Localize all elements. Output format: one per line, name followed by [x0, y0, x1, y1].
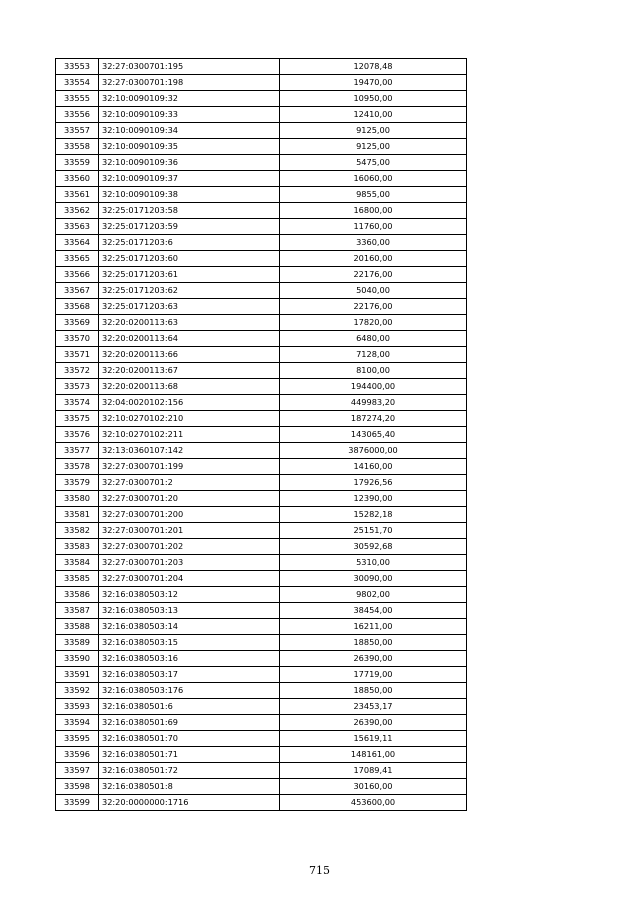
value-cell: 449983,20: [280, 395, 467, 411]
cadastral-number-cell: 32:04:0020102:156: [99, 395, 280, 411]
table-row: [56, 651, 467, 667]
value-cell: 20160,00: [280, 251, 467, 267]
row-number-cell: 33566: [56, 267, 99, 283]
row-number-cell: 33556: [56, 107, 99, 123]
row-number-cell: 33576: [56, 427, 99, 443]
row-number-cell: 33594: [56, 715, 99, 731]
row-number-cell: 33589: [56, 635, 99, 651]
row-number-cell: 33569: [56, 315, 99, 331]
cadastral-number-cell: 32:10:0090109:38: [99, 187, 280, 203]
value-cell: 18850,00: [280, 683, 467, 699]
row-number-cell: 33558: [56, 139, 99, 155]
table-row: [56, 219, 467, 235]
row-number-cell: 33573: [56, 379, 99, 395]
table-row: [56, 715, 467, 731]
cadastral-number-cell: 32:25:0171203:61: [99, 267, 280, 283]
table-row: [56, 667, 467, 683]
row-number-cell: 33562: [56, 203, 99, 219]
table-row: [56, 571, 467, 587]
table-row: [56, 731, 467, 747]
value-cell: 3360,00: [280, 235, 467, 251]
value-cell: 7128,00: [280, 347, 467, 363]
row-number-cell: 33595: [56, 731, 99, 747]
value-cell: 6480,00: [280, 331, 467, 347]
table-row: [56, 107, 467, 123]
table-row: [56, 171, 467, 187]
cadastral-number-cell: 32:20:0200113:68: [99, 379, 280, 395]
cadastral-number-cell: 32:27:0300701:202: [99, 539, 280, 555]
cadastral-number-cell: 32:16:0380503:176: [99, 683, 280, 699]
cadastral-number-cell: 32:16:0380501:70: [99, 731, 280, 747]
table-row: [56, 475, 467, 491]
row-number-cell: 33559: [56, 155, 99, 171]
value-cell: 5040,00: [280, 283, 467, 299]
row-number-cell: 33582: [56, 523, 99, 539]
table-row: [56, 427, 467, 443]
cadastral-number-cell: 32:20:0200113:64: [99, 331, 280, 347]
table-row: [56, 123, 467, 139]
row-number-cell: 33555: [56, 91, 99, 107]
table-row: [56, 235, 467, 251]
value-cell: 9125,00: [280, 139, 467, 155]
value-cell: 187274,20: [280, 411, 467, 427]
value-cell: 17820,00: [280, 315, 467, 331]
cadastral-number-cell: 32:25:0171203:59: [99, 219, 280, 235]
value-cell: 16211,00: [280, 619, 467, 635]
cadastral-number-cell: 32:20:0200113:67: [99, 363, 280, 379]
value-cell: 38454,00: [280, 603, 467, 619]
cadastral-number-cell: 32:10:0090109:35: [99, 139, 280, 155]
table-row: [56, 331, 467, 347]
table-row: [56, 523, 467, 539]
value-cell: 17089,41: [280, 763, 467, 779]
table-row: [56, 587, 467, 603]
row-number-cell: 33587: [56, 603, 99, 619]
row-number-cell: 33590: [56, 651, 99, 667]
row-number-cell: 33584: [56, 555, 99, 571]
value-cell: 17926,56: [280, 475, 467, 491]
value-cell: 3876000,00: [280, 443, 467, 459]
table-row: [56, 411, 467, 427]
cadastral-number-cell: 32:10:0090109:34: [99, 123, 280, 139]
value-cell: 12078,48: [280, 59, 467, 75]
cadastral-number-cell: 32:16:0380503:14: [99, 619, 280, 635]
cadastral-number-cell: 32:10:0270102:210: [99, 411, 280, 427]
cadastral-number-cell: 32:10:0090109:32: [99, 91, 280, 107]
row-number-cell: 33592: [56, 683, 99, 699]
row-number-cell: 33560: [56, 171, 99, 187]
cadastral-number-cell: 32:27:0300701:203: [99, 555, 280, 571]
value-cell: 16800,00: [280, 203, 467, 219]
value-cell: 12390,00: [280, 491, 467, 507]
cadastral-number-cell: 32:10:0090109:33: [99, 107, 280, 123]
cadastral-number-cell: 32:25:0171203:6: [99, 235, 280, 251]
cadastral-number-cell: 32:10:0270102:211: [99, 427, 280, 443]
value-cell: 25151,70: [280, 523, 467, 539]
row-number-cell: 33553: [56, 59, 99, 75]
value-cell: 9802,00: [280, 587, 467, 603]
cadastral-number-cell: 32:16:0380501:8: [99, 779, 280, 795]
value-cell: 30160,00: [280, 779, 467, 795]
table-row: [56, 699, 467, 715]
value-cell: 8100,00: [280, 363, 467, 379]
table-row: [56, 267, 467, 283]
value-cell: 10950,00: [280, 91, 467, 107]
cadastral-number-cell: 32:27:0300701:2: [99, 475, 280, 491]
table-row: [56, 75, 467, 91]
cadastral-number-cell: 32:27:0300701:199: [99, 459, 280, 475]
value-cell: 18850,00: [280, 635, 467, 651]
table-row: [56, 555, 467, 571]
cadastral-number-cell: 32:27:0300701:195: [99, 59, 280, 75]
row-number-cell: 33565: [56, 251, 99, 267]
cadastral-number-cell: 32:25:0171203:63: [99, 299, 280, 315]
value-cell: 5475,00: [280, 155, 467, 171]
row-number-cell: 33572: [56, 363, 99, 379]
table-row: [56, 443, 467, 459]
table-row: [56, 187, 467, 203]
cadastral-number-cell: 32:10:0090109:37: [99, 171, 280, 187]
value-cell: 194400,00: [280, 379, 467, 395]
value-cell: 143065,40: [280, 427, 467, 443]
value-cell: 22176,00: [280, 267, 467, 283]
row-number-cell: 33575: [56, 411, 99, 427]
row-number-cell: 33581: [56, 507, 99, 523]
table-row: [56, 683, 467, 699]
table-row: [56, 155, 467, 171]
row-number-cell: 33554: [56, 75, 99, 91]
row-number-cell: 33564: [56, 235, 99, 251]
cadastral-number-cell: 32:16:0380501:71: [99, 747, 280, 763]
value-cell: 453600,00: [280, 795, 467, 811]
table-row: [56, 379, 467, 395]
table-row: [56, 507, 467, 523]
cadastral-number-cell: 32:16:0380503:17: [99, 667, 280, 683]
cadastral-number-cell: 32:27:0300701:198: [99, 75, 280, 91]
table-row: [56, 363, 467, 379]
cadastral-number-cell: 32:25:0171203:60: [99, 251, 280, 267]
value-cell: 15282,18: [280, 507, 467, 523]
row-number-cell: 33599: [56, 795, 99, 811]
row-number-cell: 33577: [56, 443, 99, 459]
table-row: [56, 347, 467, 363]
table-row: [56, 747, 467, 763]
value-cell: 9855,00: [280, 187, 467, 203]
table-row: [56, 251, 467, 267]
cadastral-number-cell: 32:27:0300701:200: [99, 507, 280, 523]
value-cell: 23453,17: [280, 699, 467, 715]
row-number-cell: 33567: [56, 283, 99, 299]
value-cell: 30090,00: [280, 571, 467, 587]
cadastral-number-cell: 32:25:0171203:62: [99, 283, 280, 299]
row-number-cell: 33588: [56, 619, 99, 635]
cadastral-value-table: [55, 58, 467, 811]
table-row: [56, 763, 467, 779]
value-cell: 26390,00: [280, 651, 467, 667]
value-cell: 26390,00: [280, 715, 467, 731]
table-row: [56, 779, 467, 795]
cadastral-number-cell: 32:10:0090109:36: [99, 155, 280, 171]
table-row: [56, 795, 467, 811]
cadastral-number-cell: 32:16:0380501:72: [99, 763, 280, 779]
value-cell: 9125,00: [280, 123, 467, 139]
value-cell: 15619,11: [280, 731, 467, 747]
row-number-cell: 33561: [56, 187, 99, 203]
cadastral-number-cell: 32:16:0380503:15: [99, 635, 280, 651]
row-number-cell: 33593: [56, 699, 99, 715]
value-cell: 16060,00: [280, 171, 467, 187]
table-row: [56, 283, 467, 299]
row-number-cell: 33578: [56, 459, 99, 475]
cadastral-number-cell: 32:20:0200113:63: [99, 315, 280, 331]
value-cell: 19470,00: [280, 75, 467, 91]
row-number-cell: 33571: [56, 347, 99, 363]
value-cell: 14160,00: [280, 459, 467, 475]
cadastral-number-cell: 32:20:0200113:66: [99, 347, 280, 363]
row-number-cell: 33586: [56, 587, 99, 603]
row-number-cell: 33597: [56, 763, 99, 779]
row-number-cell: 33574: [56, 395, 99, 411]
table-row: [56, 459, 467, 475]
row-number-cell: 33563: [56, 219, 99, 235]
value-cell: 11760,00: [280, 219, 467, 235]
table-row: [56, 619, 467, 635]
cadastral-number-cell: 32:13:0360107:142: [99, 443, 280, 459]
table-row: [56, 395, 467, 411]
row-number-cell: 33579: [56, 475, 99, 491]
value-cell: 22176,00: [280, 299, 467, 315]
row-number-cell: 33591: [56, 667, 99, 683]
row-number-cell: 33585: [56, 571, 99, 587]
table-row: [56, 299, 467, 315]
row-number-cell: 33583: [56, 539, 99, 555]
cadastral-number-cell: 32:16:0380501:69: [99, 715, 280, 731]
value-cell: 12410,00: [280, 107, 467, 123]
table-row: [56, 635, 467, 651]
cadastral-number-cell: 32:20:0000000:1716: [99, 795, 280, 811]
row-number-cell: 33580: [56, 491, 99, 507]
table-row: [56, 315, 467, 331]
cadastral-number-cell: 32:27:0300701:204: [99, 571, 280, 587]
cadastral-number-cell: 32:16:0380503:16: [99, 651, 280, 667]
cadastral-number-cell: 32:25:0171203:58: [99, 203, 280, 219]
table-row: [56, 491, 467, 507]
value-cell: 30592,68: [280, 539, 467, 555]
table-row: [56, 203, 467, 219]
cadastral-number-cell: 32:16:0380501:6: [99, 699, 280, 715]
row-number-cell: 33596: [56, 747, 99, 763]
table-row: [56, 91, 467, 107]
value-cell: 17719,00: [280, 667, 467, 683]
table-row: [56, 603, 467, 619]
table-row: [56, 59, 467, 75]
cadastral-number-cell: 32:27:0300701:20: [99, 491, 280, 507]
cadastral-number-cell: 32:16:0380503:13: [99, 603, 280, 619]
cadastral-number-cell: 32:16:0380503:12: [99, 587, 280, 603]
table-row: [56, 139, 467, 155]
table-row: [56, 539, 467, 555]
row-number-cell: 33557: [56, 123, 99, 139]
row-number-cell: 33570: [56, 331, 99, 347]
value-cell: 148161,00: [280, 747, 467, 763]
cadastral-number-cell: 32:27:0300701:201: [99, 523, 280, 539]
table-body: [56, 59, 467, 811]
page-number: 715: [309, 864, 330, 877]
row-number-cell: 33598: [56, 779, 99, 795]
row-number-cell: 33568: [56, 299, 99, 315]
value-cell: 5310,00: [280, 555, 467, 571]
